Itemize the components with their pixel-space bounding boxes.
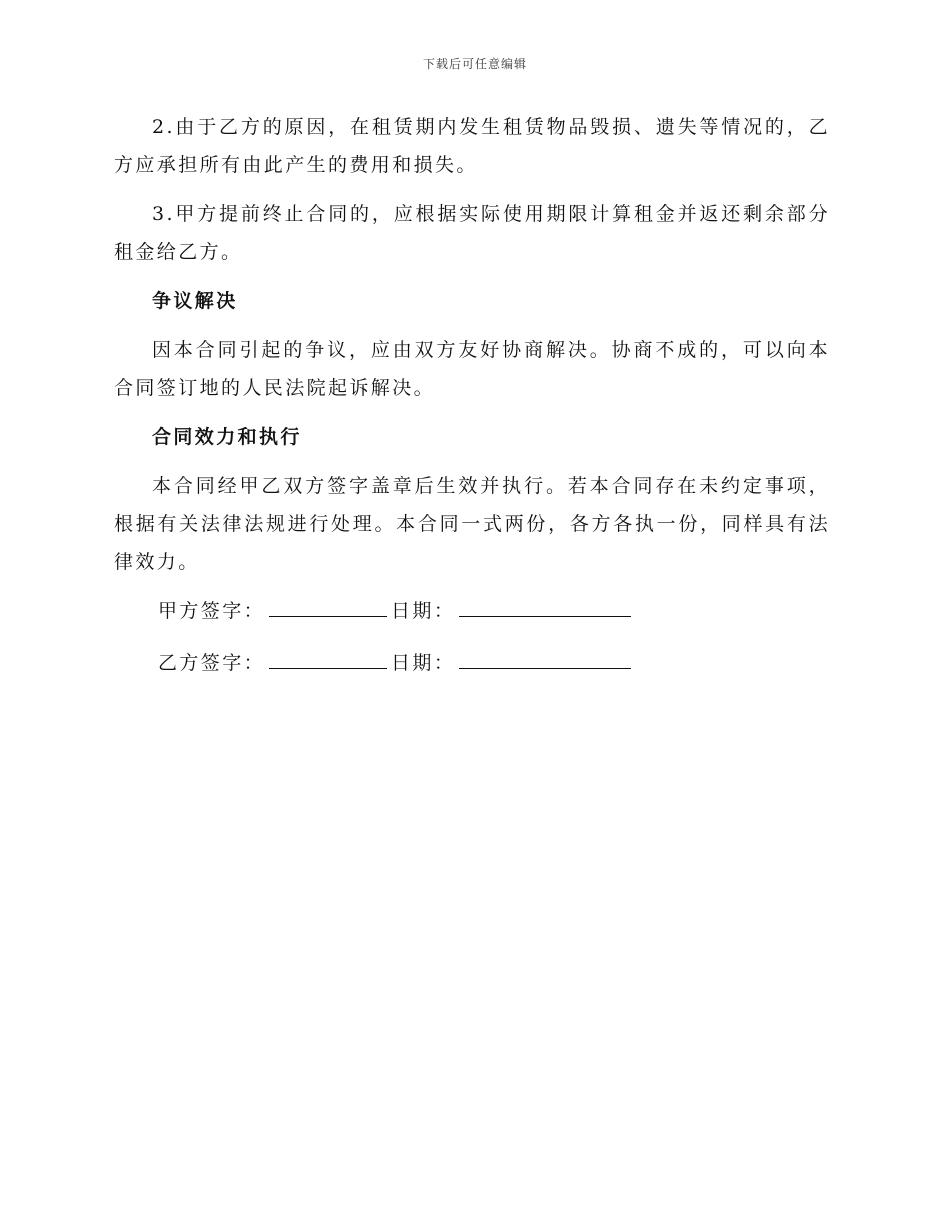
party-a-date-blank[interactable] [459, 596, 631, 617]
section-heading-dispute: 争议解决 [152, 290, 238, 312]
document-body [114, 108, 830, 696]
party-a-date-label: 日期： [391, 600, 456, 622]
party-a-signature-line [158, 592, 830, 630]
party-a-signature-blank[interactable] [269, 596, 387, 617]
clause-item-3: 3.甲方提前终止合同的，应根据实际使用期限计算租金并返还剩余部分租金给乙方。 [114, 203, 830, 263]
party-b-signature-label: 乙方签字： [158, 652, 266, 674]
dispute-paragraph: 因本合同引起的争议，应由双方友好协商解决。协商不成的，可以向本合同签订地的人民法院起诉解决。 [114, 339, 830, 399]
party-b-date-blank[interactable] [459, 648, 631, 669]
party-b-signature-blank[interactable] [269, 648, 387, 669]
section-heading-effect: 合同效力和执行 [152, 426, 302, 448]
party-b-signature-line [158, 644, 830, 682]
effect-paragraph: 本合同经甲乙双方签字盖章后生效并执行。若本合同存在未约定事项，根据有关法律法规进行处理。本合同一式两份，各方各执一份，同样具有法律效力。 [114, 475, 830, 573]
page-header-note: 下载后可任意编辑 [422, 57, 527, 71]
party-a-signature-label: 甲方签字： [158, 600, 266, 622]
clause-item-2: 2.由于乙方的原因，在租赁期内发生租赁物品毁损、遗失等情况的，乙方应承担所有由此产生的费用和损失。 [114, 116, 830, 176]
party-b-date-label: 日期： [391, 652, 456, 674]
